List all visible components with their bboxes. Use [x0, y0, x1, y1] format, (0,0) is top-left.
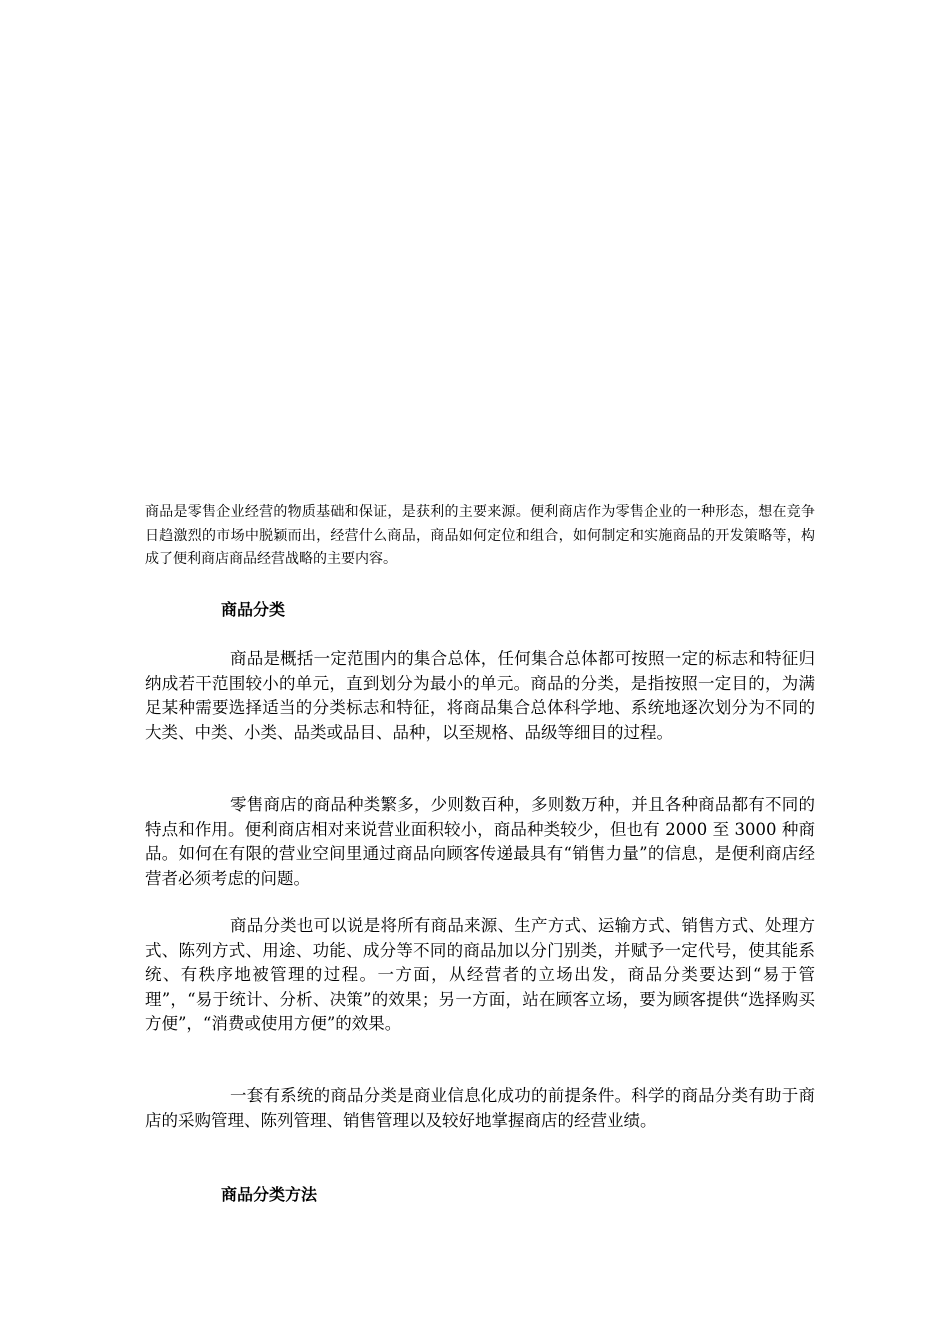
section-heading-product-classification: 商品分类 [221, 600, 286, 619]
body-paragraph: 一套有系统的商品分类是商业信息化成功的前提条件。科学的商品分类有助于商店的采购管理、陈列管理、销售管理以及较好地掌握商店的经营业绩。 [145, 1086, 815, 1130]
intro-paragraph: 商品是零售企业经营的物质基础和保证，是获利的主要来源。便利商店作为零售企业的一种形态，想在竞争日趋激烈的市场中脱颖而出，经营什么商品，商品如何定位和组合，如何制定和实施商品的开发策略等，构成了便利商店商品经营战略的主要内容。 [145, 504, 815, 567]
body-paragraph: 商品分类也可以说是将所有商品来源、生产方式、运输方式、销售方式、处理方式、陈列方式、用途、功能、成分等不同的商品加以分门别类，并赋予一定代号，使其能系统、有秩序地被管理的过程。一方面，从经营者的立场出发，商品分类要达到“易于管理”，“易于统计、分析、决策”的效果；另一方面，站在顾客立场，要为顾客提供“选择购买方便”，“消费或使用方便”的效果。 [145, 916, 815, 1034]
section-heading-classification-methods: 商品分类方法 [221, 1185, 318, 1204]
body-paragraph: 零售商店的商品种类繁多，少则数百种，多则数万种，并且各种商品都有不同的特点和作用。便利商店相对来说营业面积较小，商品种类较少，但也有 2000 至 3000 种商品。如何在有限的营业空间里通过商品向顾客传递最具有“销售力量”的信息，是便利商店经营者必须考虑的问题。 [145, 795, 815, 888]
body-paragraph: 商品是概括一定范围内的集合总体，任何集合总体都可按照一定的标志和特征归纳成若干范围较小的单元，直到划分为最小的单元。商品的分类，是指按照一定目的，为满足某种需要选择适当的分类标志和特征，将商品集合总体科学地、系统地逐次划分为不同的大类、中类、小类、品类或品目、品种，以至规格、品级等细目的过程。 [145, 649, 815, 742]
